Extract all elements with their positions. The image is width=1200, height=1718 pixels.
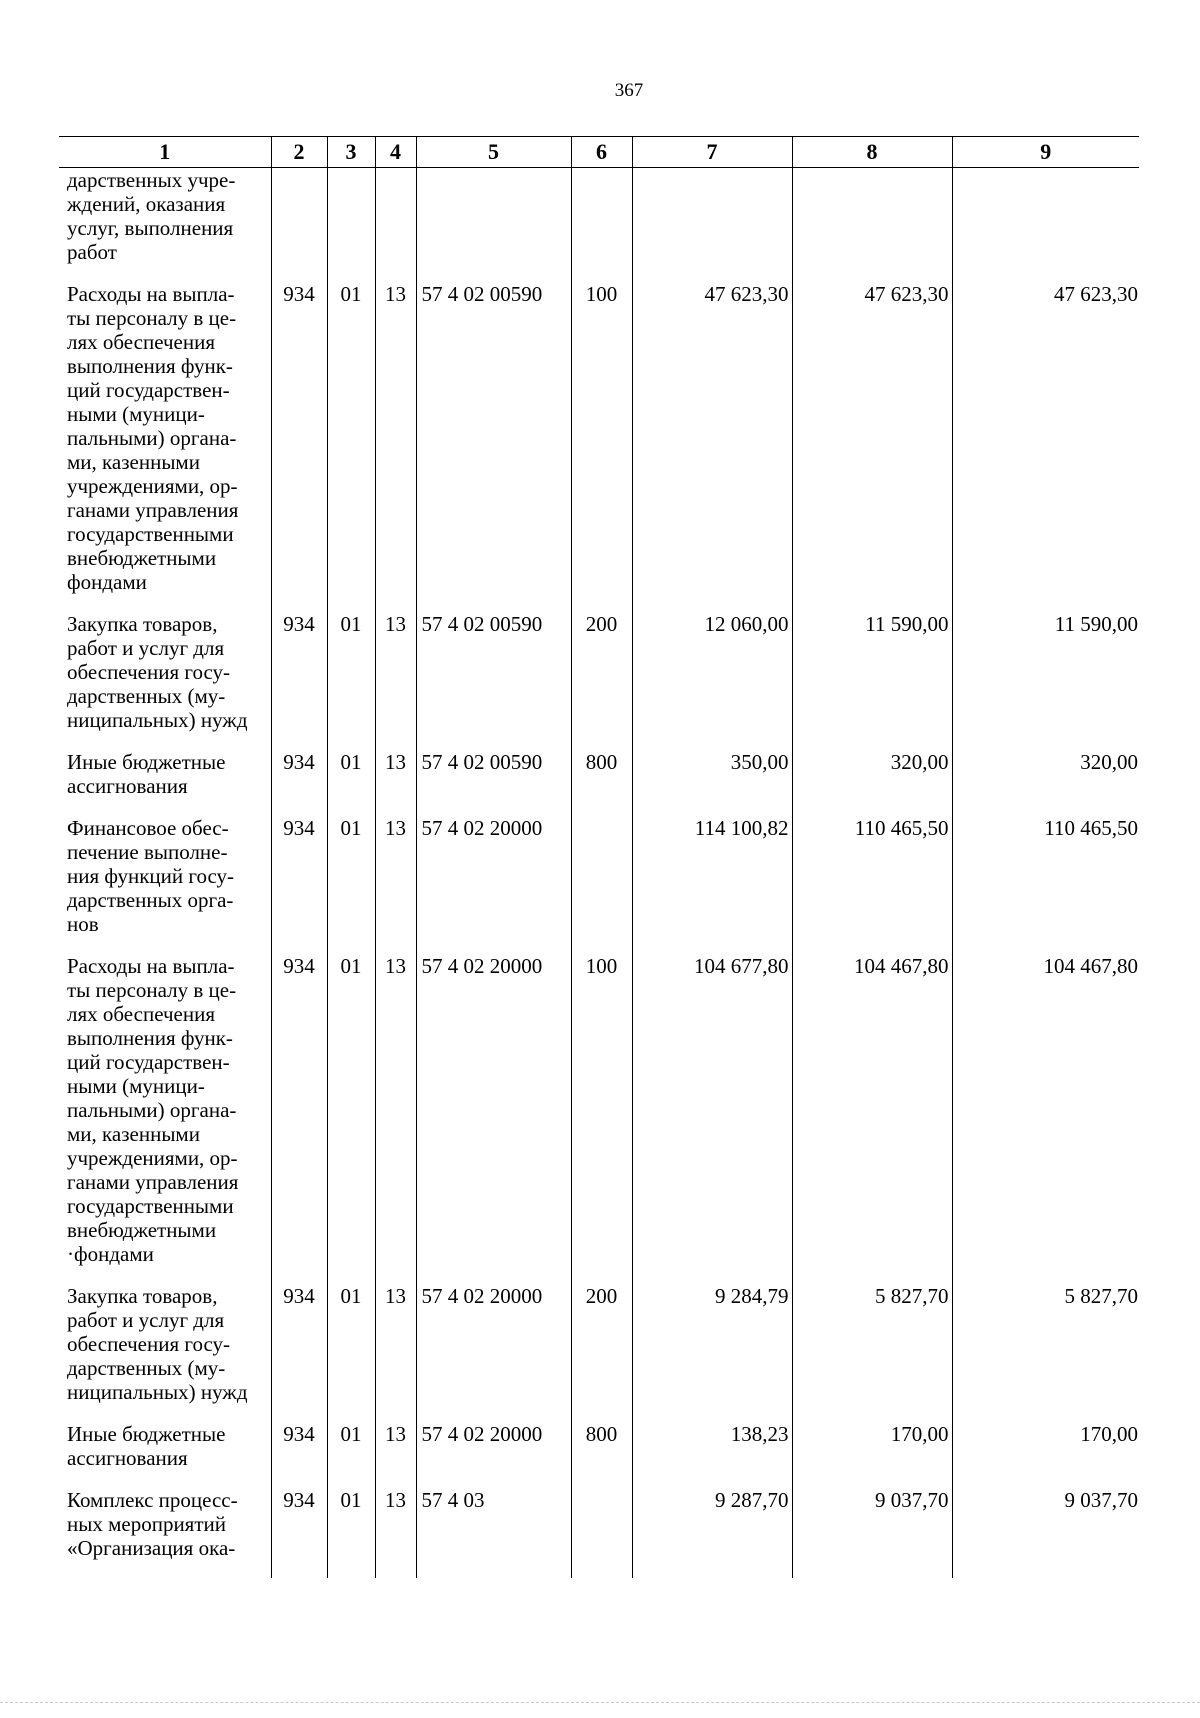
row-name: Иные бюджетные ассигнования	[67, 750, 226, 798]
row-col-5: 57 4 02 00590	[416, 282, 571, 612]
header-col-1: 1	[59, 137, 271, 168]
row-col-7	[632, 168, 792, 283]
row-col-5: 57 4 02 20000	[416, 816, 571, 954]
row-col-9: 9 037,70	[952, 1488, 1139, 1578]
row-col-9: 11 590,00	[952, 612, 1139, 750]
row-col-4: 13	[375, 954, 416, 1284]
row-col-2	[271, 168, 327, 283]
row-col-9: 320,00	[952, 750, 1139, 816]
row-col-3: 01	[327, 1284, 375, 1422]
header-col-8: 8	[792, 137, 952, 168]
row-col-6	[571, 1488, 632, 1578]
row-col-3	[327, 168, 375, 283]
header-col-2: 2	[271, 137, 327, 168]
header-col-5: 5	[416, 137, 571, 168]
table-row	[59, 1284, 1139, 1422]
row-col-8: 170,00	[792, 1422, 952, 1488]
row-col-3: 01	[327, 282, 375, 612]
table-row	[59, 1488, 1139, 1578]
row-col-3: 01	[327, 1422, 375, 1488]
row-col-6	[571, 168, 632, 283]
row-name: Закупка товаров, работ и услуг для обеспечения госу- дарственных (му- ниципальных) нужд	[67, 1284, 248, 1404]
row-col-5: 57 4 02 20000	[416, 1422, 571, 1488]
row-col-4: 13	[375, 750, 416, 816]
row-col-6: 200	[571, 1284, 632, 1422]
row-col-6: 100	[571, 282, 632, 612]
row-name: Расходы на выпла- ты персоналу в це- лях обеспечения выполнения функ- ций государствен- ными (муници- пальными) органа- ми, казенными учреждениями, ор- ганами управления государственными внебюджетными фондами	[67, 282, 239, 594]
row-col-7: 9 284,79	[632, 1284, 792, 1422]
row-col-8: 11 590,00	[792, 612, 952, 750]
row-col-7: 138,23	[632, 1422, 792, 1488]
table-row	[59, 282, 1139, 612]
row-col-7: 12 060,00	[632, 612, 792, 750]
page-number: 367	[614, 80, 644, 101]
budget-table	[59, 136, 1139, 1578]
header-col-4: 4	[375, 137, 416, 168]
row-col-3: 01	[327, 816, 375, 954]
row-col-5: 57 4 03	[416, 1488, 571, 1578]
row-col-9	[952, 168, 1139, 283]
row-col-3: 01	[327, 750, 375, 816]
row-col-9: 110 465,50	[952, 816, 1139, 954]
row-col-2: 934	[271, 816, 327, 954]
row-name: Закупка товаров, работ и услуг для обеспечения госу- дарственных (му- ниципальных) нужд	[67, 612, 248, 732]
row-col-7: 114 100,82	[632, 816, 792, 954]
row-name: дарственных учре- ждений, оказания услуг, выполнения работ	[67, 168, 236, 264]
header-row	[59, 137, 1139, 168]
row-col-4: 13	[375, 1284, 416, 1422]
row-col-4	[375, 168, 416, 283]
row-col-7: 350,00	[632, 750, 792, 816]
row-col-8: 5 827,70	[792, 1284, 952, 1422]
row-col-4: 13	[375, 1488, 416, 1578]
row-col-8	[792, 168, 952, 283]
row-col-5	[416, 168, 571, 283]
row-col-4: 13	[375, 612, 416, 750]
row-col-9: 170,00	[952, 1422, 1139, 1488]
table-row	[59, 612, 1139, 750]
row-col-2: 934	[271, 1488, 327, 1578]
row-name: Расходы на выпла- ты персоналу в це- лях обеспечения выполнения функ- ций государствен- ными (муници- пальными) органа- ми, казенными учреждениями, ор- ганами управления государственными внебюджетными ·фондами	[67, 954, 239, 1266]
row-col-7: 104 677,80	[632, 954, 792, 1284]
row-col-8: 110 465,50	[792, 816, 952, 954]
row-col-6: 100	[571, 954, 632, 1284]
table-row	[59, 750, 1139, 816]
row-col-6	[571, 816, 632, 954]
row-col-5: 57 4 02 20000	[416, 1284, 571, 1422]
row-col-9: 104 467,80	[952, 954, 1139, 1284]
row-col-2: 934	[271, 954, 327, 1284]
row-col-9: 47 623,30	[952, 282, 1139, 612]
row-col-8: 320,00	[792, 750, 952, 816]
row-col-6: 200	[571, 612, 632, 750]
row-col-4: 13	[375, 1422, 416, 1488]
row-name: Комплекс процесс- ных мероприятий «Организация ока-	[67, 1488, 238, 1560]
row-col-4: 13	[375, 816, 416, 954]
header-col-9: 9	[952, 137, 1139, 168]
row-col-2: 934	[271, 1422, 327, 1488]
table-row	[59, 816, 1139, 954]
row-col-7: 47 623,30	[632, 282, 792, 612]
scan-artifact-line	[0, 1702, 1200, 1703]
header-col-6: 6	[571, 137, 632, 168]
row-col-8: 9 037,70	[792, 1488, 952, 1578]
row-col-2: 934	[271, 612, 327, 750]
header-col-7: 7	[632, 137, 792, 168]
row-col-3: 01	[327, 612, 375, 750]
row-col-2: 934	[271, 282, 327, 612]
row-col-8: 104 467,80	[792, 954, 952, 1284]
row-col-4: 13	[375, 282, 416, 612]
row-col-2: 934	[271, 1284, 327, 1422]
row-col-9: 5 827,70	[952, 1284, 1139, 1422]
row-col-5: 57 4 02 20000	[416, 954, 571, 1284]
row-col-3: 01	[327, 1488, 375, 1578]
row-col-2: 934	[271, 750, 327, 816]
table-row	[59, 1422, 1139, 1488]
row-col-6: 800	[571, 1422, 632, 1488]
row-col-6: 800	[571, 750, 632, 816]
table-row	[59, 954, 1139, 1284]
table-row	[59, 168, 1139, 283]
row-name: Иные бюджетные ассигнования	[67, 1422, 226, 1470]
row-col-5: 57 4 02 00590	[416, 612, 571, 750]
row-col-8: 47 623,30	[792, 282, 952, 612]
row-col-7: 9 287,70	[632, 1488, 792, 1578]
row-col-5: 57 4 02 00590	[416, 750, 571, 816]
row-col-3: 01	[327, 954, 375, 1284]
header-col-3: 3	[327, 137, 375, 168]
row-name: Финансовое обес- печение выполне- ния функций госу- дарственных орга- нов	[67, 816, 235, 936]
